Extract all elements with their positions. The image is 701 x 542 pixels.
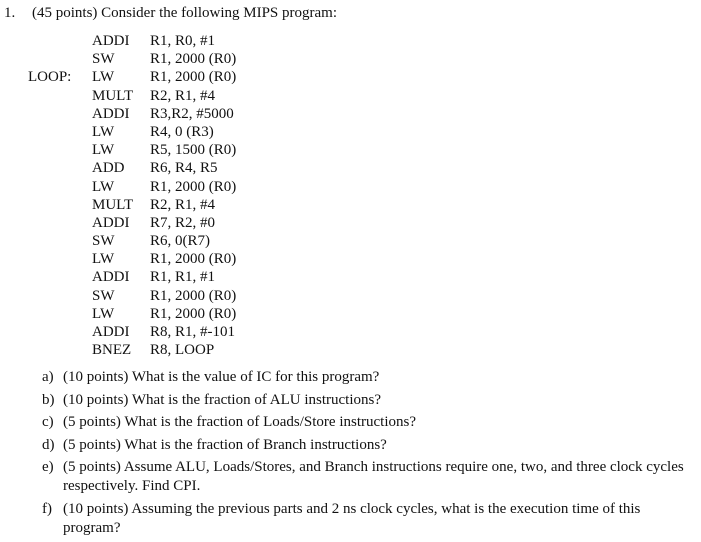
code-line bbox=[0, 196, 701, 214]
subquestion bbox=[0, 500, 701, 538]
code-line bbox=[0, 87, 701, 105]
code-opcode: ADDI bbox=[92, 324, 130, 340]
code-operands: R1, R1, #1 bbox=[150, 269, 216, 286]
code-opcode: LW bbox=[92, 178, 115, 195]
code-operands: R3,R2, #5000 bbox=[150, 105, 234, 122]
code-operands: R8, LOOP bbox=[150, 342, 215, 359]
code-operands: R1, 2000 (R0) bbox=[150, 69, 237, 86]
code-opcode: ADDI bbox=[92, 105, 130, 122]
code-operands: R1, R0, #1 bbox=[150, 33, 216, 49]
subquestion-text: (10 points) What is the value of IC for this program? bbox=[63, 369, 380, 385]
subquestion-letter: a) bbox=[42, 369, 54, 385]
code-line bbox=[0, 341, 701, 359]
subquestion bbox=[0, 368, 701, 387]
code-operands: R1, 2000 (R0) bbox=[150, 178, 237, 195]
code-operands: R1, 2000 (R0) bbox=[150, 51, 237, 68]
code-opcode: ADD bbox=[92, 160, 125, 177]
code-opcode: LW bbox=[92, 69, 115, 86]
code-operands: R2, R1, #4 bbox=[150, 87, 216, 104]
code-opcode: LW bbox=[92, 142, 115, 159]
code-opcode: BNEZ bbox=[92, 342, 132, 359]
subquestion-text: (10 points) What is the fraction of ALU instructions? bbox=[63, 391, 381, 408]
subquestion-list bbox=[0, 368, 701, 542]
code-line bbox=[0, 68, 701, 86]
code-line bbox=[0, 123, 701, 141]
code-operands: R7, R2, #0 bbox=[150, 214, 216, 231]
code-opcode: SW bbox=[92, 51, 115, 68]
code-opcode: LW bbox=[92, 305, 115, 322]
question-prompt: (45 points) Consider the following MIPS program: bbox=[32, 5, 337, 21]
code-opcode: ADDI bbox=[92, 33, 130, 49]
code-line bbox=[0, 32, 701, 50]
code-operands: R2, R1, #4 bbox=[150, 196, 216, 213]
code-line bbox=[0, 287, 701, 305]
code-operands: R8, R1, #-101 bbox=[150, 324, 236, 340]
question-number: 1. bbox=[4, 5, 16, 21]
code-opcode: LW bbox=[92, 251, 115, 268]
subquestion-text: (10 points) Assuming the previous parts and 2 ns clock cycles, what is the execution time of this program? bbox=[63, 500, 641, 536]
code-label: LOOP: bbox=[28, 69, 72, 86]
subquestion-letter: d) bbox=[42, 436, 55, 453]
code-line bbox=[0, 50, 701, 68]
code-line bbox=[0, 141, 701, 159]
code-operands: R1, 2000 (R0) bbox=[150, 305, 237, 322]
subquestion-text: (5 points) What is the fraction of Branch instructions? bbox=[63, 436, 387, 453]
code-operands: R6, R4, R5 bbox=[150, 160, 218, 177]
code-line bbox=[0, 305, 701, 323]
code-opcode: SW bbox=[92, 287, 115, 304]
code-opcode: LW bbox=[92, 123, 115, 140]
code-line bbox=[0, 105, 701, 123]
subquestion-letter: e) bbox=[42, 459, 54, 476]
code-line bbox=[0, 323, 701, 341]
code-line bbox=[0, 214, 701, 232]
subquestion bbox=[0, 391, 701, 410]
mips-program-listing bbox=[0, 32, 701, 359]
subquestion-text: (5 points) What is the fraction of Loads/Store instructions? bbox=[63, 414, 416, 431]
subquestion bbox=[0, 436, 701, 455]
code-line bbox=[0, 232, 701, 250]
code-opcode: SW bbox=[92, 233, 115, 250]
code-line bbox=[0, 159, 701, 177]
code-operands: R1, 2000 (R0) bbox=[150, 287, 237, 304]
subquestion-letter: c) bbox=[42, 414, 54, 431]
subquestion bbox=[0, 458, 701, 496]
code-line bbox=[0, 178, 701, 196]
code-opcode: MULT bbox=[92, 87, 134, 104]
code-operands: R6, 0(R7) bbox=[150, 233, 210, 250]
code-operands: R4, 0 (R3) bbox=[150, 123, 214, 140]
subquestion-text: (5 points) Assume ALU, Loads/Stores, and Branch instructions require one, two, and three clock cycles respectively. Find CPI. bbox=[63, 459, 684, 495]
code-operands: R5, 1500 (R0) bbox=[150, 142, 237, 159]
code-line bbox=[0, 250, 701, 268]
subquestion bbox=[0, 413, 701, 432]
code-opcode: ADDI bbox=[92, 269, 130, 286]
code-operands: R1, 2000 (R0) bbox=[150, 251, 237, 268]
code-opcode: ADDI bbox=[92, 214, 130, 231]
code-opcode: MULT bbox=[92, 196, 134, 213]
subquestion-letter: f) bbox=[42, 500, 52, 517]
code-line bbox=[0, 268, 701, 286]
subquestion-letter: b) bbox=[42, 391, 55, 408]
question-header bbox=[4, 2, 337, 24]
